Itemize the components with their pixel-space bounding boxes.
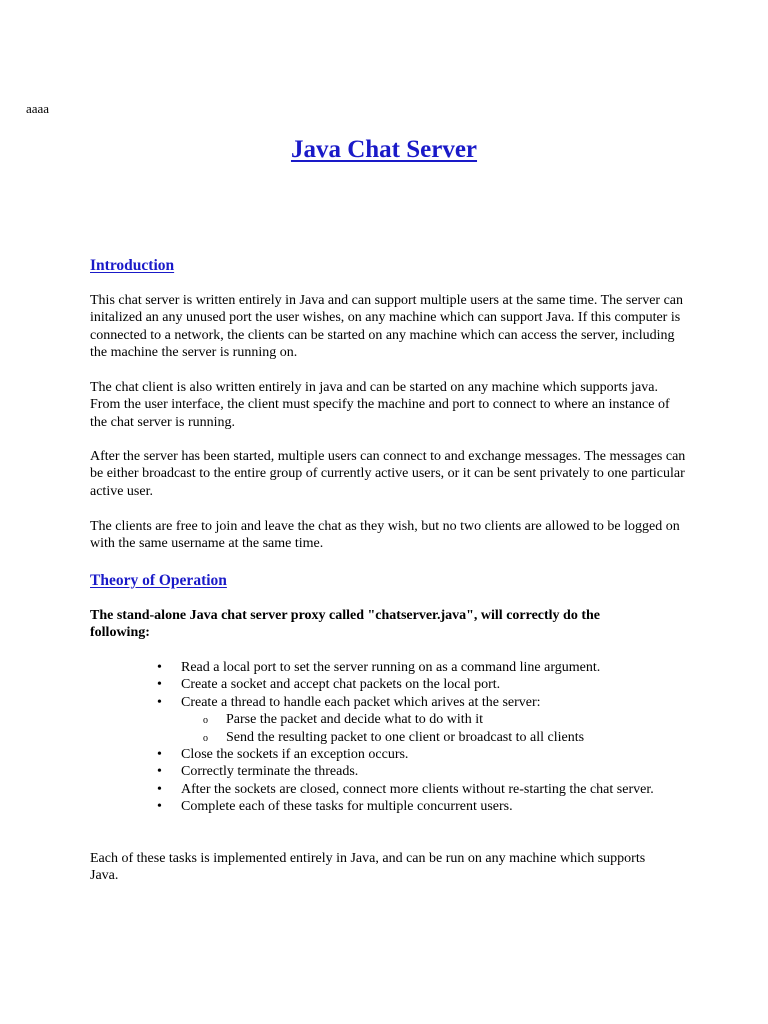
list-item-text: Complete each of these tasks for multiple concurrent users. (181, 799, 513, 815)
list-item-text: Create a thread to handle each packet which arives at the server: (181, 694, 541, 710)
hollow-bullet-icon: o (203, 732, 208, 744)
theory-heading[interactable]: Theory of Operation (90, 572, 227, 589)
intro-paragraph-2: The chat client is also written entirely in java and can be started on any machine which supports java. From the user interface, the client must specify the machine and port to connect to where an instance of the chat server is running. (90, 380, 670, 430)
sub-list-item-text: Send the resulting packet to one client or broadcast to all clients (226, 729, 585, 745)
list-item (0, 676, 661, 693)
list-item-text: Close the sockets if an exception occurs. (181, 747, 409, 763)
intro-paragraph-1: This chat server is written entirely in Java and can support multiple users at the same time. The server can initalized an any unused port the user wishes, on any machine which can support Java. If this computer is connected to a network, the clients can be started on any machine which can access the server, including the machine the server is running on. (90, 293, 683, 361)
list-item (0, 659, 661, 676)
intro-paragraph-4: The clients are free to join and leave the chat as they wish, but no two clients are allowed to be logged on with the same username at the same time. (90, 519, 680, 552)
list-item (0, 798, 661, 815)
list-item (0, 781, 661, 798)
list-item-text: Correctly terminate the threads. (181, 764, 359, 780)
sub-list-item-text: Parse the packet and decide what to do with it (226, 712, 483, 728)
theory-closing-paragraph: Each of these tasks is implemented entirely in Java, and can be run on any machine which supports Java. (90, 851, 646, 884)
page-header-text: aaaa (26, 101, 50, 116)
bullet-icon: • (157, 694, 162, 710)
list-item (0, 694, 661, 746)
list-item (0, 763, 661, 780)
theory-task-list (0, 659, 768, 816)
list-item-text: After the sockets are closed, connect more clients without re-starting the chat server. (181, 781, 654, 797)
bullet-icon: • (157, 677, 162, 693)
thread-sub-list (181, 711, 661, 746)
sub-list-item (181, 711, 661, 728)
sub-list-item (181, 729, 661, 746)
theory-lead-paragraph: The stand-alone Java chat server proxy called "chatserver.java", will correctly do the following: (90, 608, 601, 641)
list-item (0, 746, 661, 763)
bullet-icon: • (157, 781, 162, 797)
list-item-text: Create a socket and accept chat packets on the local port. (181, 677, 501, 693)
hollow-bullet-icon: o (203, 715, 208, 727)
intro-paragraph-3: After the server has been started, multiple users can connect to and exchange messages. The messages can be either broadcast to the entire group of currently active users, or it can be sent privately to one particular active user. (90, 449, 686, 499)
bullet-icon: • (157, 799, 162, 815)
bullet-icon: • (157, 747, 162, 763)
page-title[interactable]: Java Chat Server (290, 136, 478, 163)
bullet-icon: • (157, 764, 162, 780)
introduction-heading[interactable]: Introduction (90, 257, 175, 274)
list-item-text: Read a local port to set the server running on as a command line argument. (181, 660, 601, 675)
bullet-icon: • (157, 660, 162, 675)
